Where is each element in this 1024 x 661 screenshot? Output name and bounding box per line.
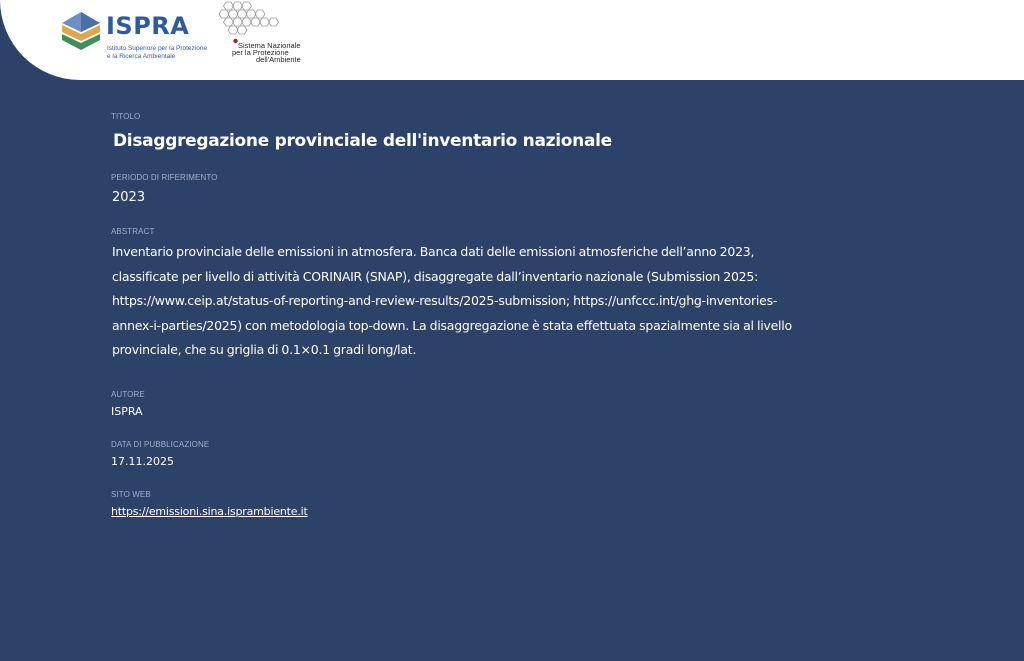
snpa-logo[interactable] — [214, 0, 334, 66]
publication-date-label: DATA DI PUBBLICAZIONE — [111, 439, 210, 449]
snpa-logo-line3: dell'Ambiente — [256, 55, 301, 64]
ispra-logo-subtitle — [107, 45, 207, 61]
title-section — [111, 112, 801, 153]
ispra-logo-name: ISPRA — [106, 12, 190, 40]
period-section — [111, 173, 801, 207]
ispra-emblem-icon — [60, 10, 102, 52]
period-value: 2023 — [112, 190, 146, 205]
snpa-hexagon-icon — [214, 0, 284, 44]
website-link[interactable]: https://emissioni.sina.isprambiente.it — [111, 504, 308, 518]
ispra-logo[interactable] — [60, 8, 210, 66]
ispra-logo-subtitle-line1: Istituto Superiore per la Protezione — [107, 45, 208, 52]
abstract-label: ABSTRACT — [111, 227, 155, 236]
abstract-section — [111, 227, 801, 363]
snpa-logo-text — [232, 42, 301, 63]
publication-date-value: 17.11.2025 — [111, 454, 174, 468]
abstract-text: Inventario provinciale delle emissioni in atmosfera. Banca dati delle emissioni atmosferiche dell’anno 2023, classificate per livello di attività CORINAIR (SNAP), disaggregate dall’inventario nazionale (Submission 2025: https://www.ceip.at/status-of-reporting-and-review-results/2025-submission; https://unfccc.int/ghg-inventories-annex-i-parties/2025) con metodologia top-down. La disaggregazione è stata effettuata spazialmente sia al livello provinciale, che su griglia di 0.1×0.1 gradi long/lat. — [112, 244, 792, 357]
record-title: Disaggregazione provinciale dell'inventario nazionale — [113, 131, 612, 151]
period-label: PERIODO DI RIFERIMENTO — [111, 173, 218, 182]
title-label: TITOLO — [111, 112, 141, 121]
author-section — [111, 390, 801, 420]
snpa-logo-line2: per la Protezione — [232, 48, 289, 57]
publication-date-section — [111, 440, 801, 470]
ispra-logo-subtitle-line2: e la Ricerca Ambientale — [107, 53, 176, 60]
website-section — [111, 490, 801, 520]
website-label: SITO WEB — [111, 489, 151, 499]
snpa-logo-line1: Sistema Nazionale — [238, 41, 301, 50]
author-label: AUTORE — [111, 389, 145, 399]
header — [0, 0, 1024, 80]
record-details — [111, 112, 801, 520]
author-value: ISPRA — [111, 404, 143, 418]
